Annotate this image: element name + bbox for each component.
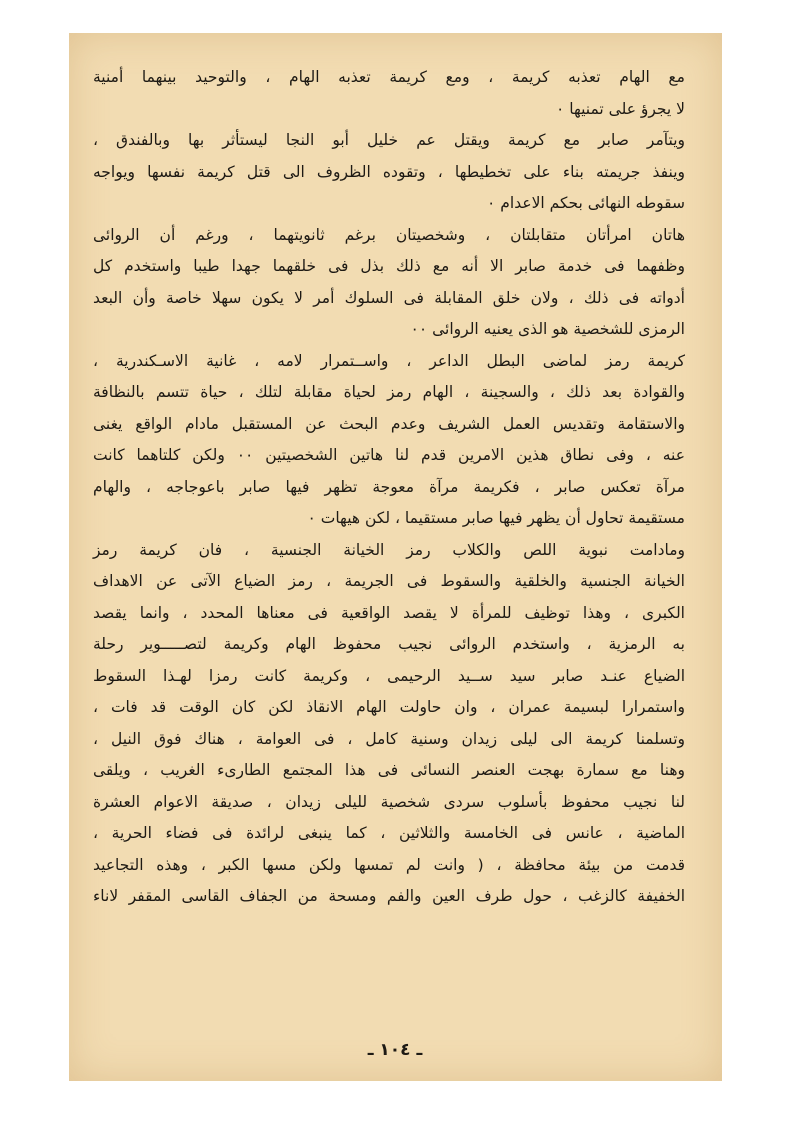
text-line: ويتآمر صابر مع كريمة ويقتل عم خليل أبو النجا ليستأثر بها وبالفندق ،: [93, 131, 685, 149]
text-line: الخيانة الجنسية والخلقية والسقوط فى الجريمة ، رمز الضياع الآتى عن الاهداف: [93, 572, 685, 590]
text-line: مستقيمة تحاول أن يظهر فيها صابر مستقيما ، لكن هيهات ٠: [307, 509, 685, 527]
text-line: مرآة تعكس صابر ، فكريمة مرآة معوجة تظهر فيها صابر باعوجاجه ، والهام: [93, 477, 685, 496]
text-line: والقوادة بعد ذلك ، والسجينة ، الهام رمز لحياة مقابلة لتلك ، حياة تتسم بالنظافة: [93, 383, 685, 401]
text-line: عنه ، وفى نطاق هذين الامرين قدم لنا هاتين الشخصيتين ٠٠ ولكن كلتاهما كانت: [93, 446, 685, 464]
text-line: وينفذ جريمته بناء على تخطيطها ، وتقوده الظروف الى قتل كريمة نفسها ويواجه: [93, 162, 685, 181]
text-line: الكبرى ، وهذا توظيف للمرأة لا يقصد الواقعية فى معناها المحدد ، وانما يقصد: [93, 603, 685, 622]
text-line: وهنا مع سمارة بهجت العنصر النسائى فى هذا المجتمع الطارىء الغريب ، ويلقى: [93, 761, 685, 779]
text-line: لنا نجيب محفوظ بأسلوب سردى شخصية لليلى زيدان ، صديقة الاعوام العشرة: [93, 792, 685, 811]
text-line: لا يجرؤ على تمنيها ٠: [555, 99, 685, 118]
text-line: الخفيفة كالزغب ، حول طرف العين والفم ومسحة من الجفاف القاسى المقفر لاناء: [93, 887, 685, 905]
text-line: واستمرارا لبسيمة عمران ، وان حاولت الهام الانقاذ لكن كان الوقت قد فات ،: [93, 698, 685, 716]
text-line: أدواته فى ذلك ، ولان خلق المقابلة فى السلوك أمر لا يكون سهلا خاصة وأن البعد: [93, 288, 685, 307]
text-line: والاستقامة وتقديس العمل الشريف وعدم البحث عن المستقبل مادام الواقع يغنى: [93, 414, 685, 433]
text-line: سقوطه النهائى بحكم الاعدام ٠: [487, 194, 685, 212]
text-line: ومادامت نبوية اللص والكلاب رمز الخيانة الجنسية ، فان كريمة رمز: [93, 540, 685, 559]
text-line: هاتان امرأتان متقابلتان ، وشخصيتان برغم ثانويتهما ، ورغم أن الروائى: [93, 225, 685, 244]
text-line: الماضية ، عانس فى الخامسة والثلاثين ، كما ينبغى لرائدة فى فضاء الحرية ،: [93, 824, 685, 842]
text-line: الضياع عنـد صابر سيد ســيد الرحيمى ، وكريمة كانت رمزا لهـذا السقوط: [93, 666, 685, 685]
text-line: قدمت من بيئة محافظة ، ( وانت لم تمسها ولكن مسها الكبر ، وهذه التجاعيد: [93, 855, 685, 874]
page-number: ـ ١٠٤ ـ: [367, 1040, 423, 1060]
text-line: وتسلمنا كريمة الى ليلى زيدان وسنية كامل ، فى العوامة ، هناك فوق النيل ،: [93, 729, 685, 748]
text-line: كريمة رمز لماضى البطل الداعر ، واســتمرار لامه ، غانية الاسـكندرية ،: [93, 351, 685, 370]
text-line: مع الهام تعذبه كريمة ، ومع كريمة تعذبه الهام ، والتوحيد بينهما أمنية: [93, 68, 685, 86]
page-text: [93, 62, 685, 913]
text-line: الرمزى للشخصية هو الذى يعنيه الروائى ٠٠: [410, 320, 685, 338]
text-line: به الرمزية ، واستخدم الروائى نجيب محفوظ الهام وكريمة لتصـــــوير رحلة: [93, 635, 685, 653]
text-line: وظفهما فى خدمة صابر الا أنه مع ذلك بذل فى خلقهما جهدا طيبا واستخدم كل: [93, 257, 685, 275]
